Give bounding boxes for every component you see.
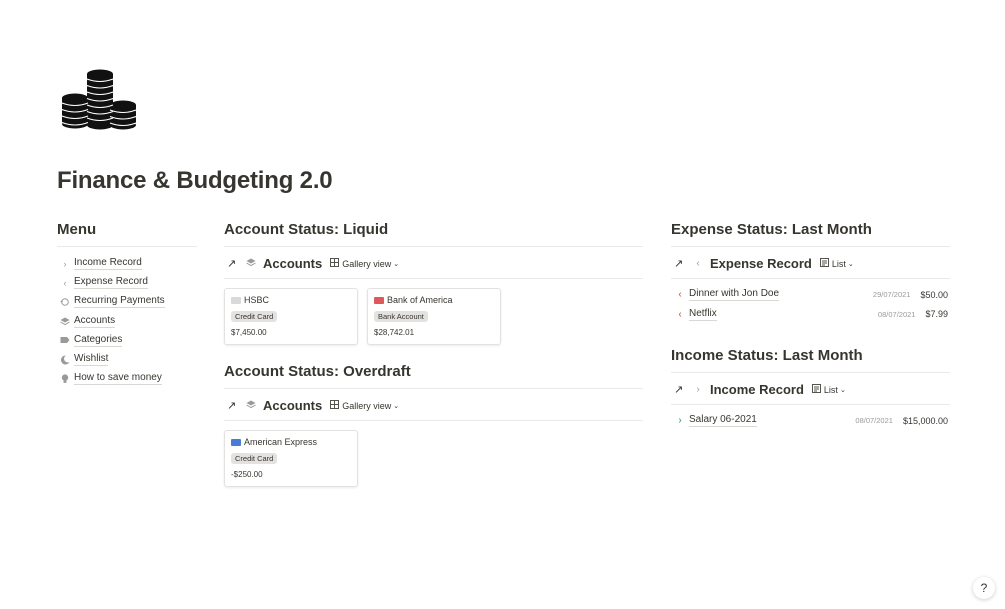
lightbulb-icon [57,374,73,384]
menu-item-accounts[interactable] [57,312,197,331]
menu-item-wishlist[interactable] [57,350,197,369]
card-type-tag: Bank Account [374,311,428,322]
open-arrow-icon[interactable]: ↗ [227,258,237,270]
card-title [231,295,351,305]
expense-section [671,221,950,324]
moon-icon [57,355,73,365]
tag-icon [57,336,73,344]
view-label: Gallery view [342,258,392,269]
list-icon [820,258,829,269]
open-arrow-icon[interactable]: ↗ [674,258,684,270]
open-arrow-icon[interactable]: ↗ [674,384,684,396]
card-title [231,437,351,447]
menu-item-how-to-save-money[interactable] [57,369,197,388]
coins-stack-icon[interactable] [60,68,140,132]
account-logo-icon [374,297,384,304]
monthly-status-column [671,221,950,431]
layers-icon [243,400,259,412]
overdraft-heading: Account Status: Overdraft [224,363,643,389]
overdraft-section [224,363,643,487]
view-switcher[interactable] [330,258,399,269]
income-list [671,411,950,431]
chevron-right-icon: › [678,415,682,427]
chevron-down-icon: ⌄ [393,402,400,410]
account-logo-icon [231,297,241,304]
income-db-header [671,375,950,405]
open-arrow-icon[interactable]: ↗ [227,400,237,412]
menu-item-label: How to save money [74,372,162,384]
chevron-down-icon: ⌄ [393,260,400,268]
account-card-bank-of-america[interactable] [367,288,501,345]
card-name: HSBC [244,295,270,305]
card-balance: -$250.00 [231,470,263,479]
account-card-hsbc[interactable] [224,288,358,345]
item-date: 29/07/2021 [872,290,911,300]
account-status-column [224,221,643,487]
menu-item-label: Wishlist [74,353,109,365]
menu-item-categories[interactable] [57,331,197,350]
view-label: Gallery view [342,400,392,411]
db-title[interactable]: Accounts [263,398,323,413]
view-switcher[interactable] [330,400,399,411]
view-label: List [831,258,846,269]
account-card-american-express[interactable] [224,430,358,487]
chevron-left-icon: ‹ [63,277,67,288]
view-switcher[interactable] [812,384,846,395]
card-type-tag: Credit Card [231,311,277,322]
item-label: Dinner with Jon Doe [689,288,780,300]
db-title[interactable]: Income Record [710,382,804,397]
expense-db-header [671,249,950,279]
cycle-icon [57,298,73,306]
menu-item-income-record[interactable] [57,254,197,273]
menu-item-recurring-payments[interactable] [57,292,197,311]
list-item[interactable] [671,411,950,431]
menu-item-label: Expense Record [74,276,148,288]
help-button[interactable]: ? [973,577,995,599]
gallery-icon [330,258,339,269]
menu-item-label: Recurring Payments [74,295,165,307]
chevron-down-icon: ⌄ [847,260,854,268]
overdraft-db-header [224,391,643,421]
card-balance: $7,450.00 [231,328,267,337]
chevron-left-icon: ‹ [696,258,700,269]
list-icon [812,384,821,395]
chevron-left-icon: ‹ [678,308,682,320]
chevron-right-icon: › [696,384,700,395]
income-heading: Income Status: Last Month [671,347,950,373]
menu-item-expense-record[interactable] [57,273,197,292]
menu-item-label: Accounts [74,314,116,326]
item-amount: $7.99 [925,309,948,320]
layers-icon [57,317,73,326]
account-logo-icon [231,439,241,446]
card-type-tag: Credit Card [231,453,277,464]
menu-list [57,254,197,388]
chevron-left-icon: ‹ [678,289,682,301]
list-item[interactable] [671,285,950,305]
income-section [671,347,950,431]
menu-section [57,221,197,388]
view-switcher[interactable] [820,258,854,269]
card-title [374,295,494,305]
item-label: Netflix [689,307,717,319]
chevron-down-icon: ⌄ [839,386,846,394]
list-item[interactable] [671,305,950,325]
gallery-icon [330,400,339,411]
menu-item-label: Income Record [74,257,142,269]
liquid-db-header [224,249,643,279]
liquid-section [224,221,643,345]
item-label: Salary 06-2021 [689,414,757,426]
expense-list [671,285,950,324]
gallery-cards [224,430,643,487]
card-name: Bank of America [387,295,453,305]
layers-icon [243,258,259,270]
chevron-right-icon: › [63,258,67,269]
item-amount: $15,000.00 [902,415,948,426]
liquid-heading: Account Status: Liquid [224,221,643,247]
item-date: 08/07/2021 [877,309,916,319]
card-balance: $28,742.01 [374,328,415,337]
page-title: Finance & Budgeting 2.0 [57,167,333,194]
db-title[interactable]: Expense Record [710,256,812,271]
card-name: American Express [244,437,318,447]
gallery-cards [224,288,643,345]
db-title[interactable]: Accounts [263,256,323,271]
menu-heading: Menu [57,221,197,247]
expense-heading: Expense Status: Last Month [671,221,950,247]
menu-item-label: Categories [74,333,123,345]
item-date: 08/07/2021 [855,416,893,426]
view-label: List [823,384,838,395]
item-amount: $50.00 [920,289,948,300]
